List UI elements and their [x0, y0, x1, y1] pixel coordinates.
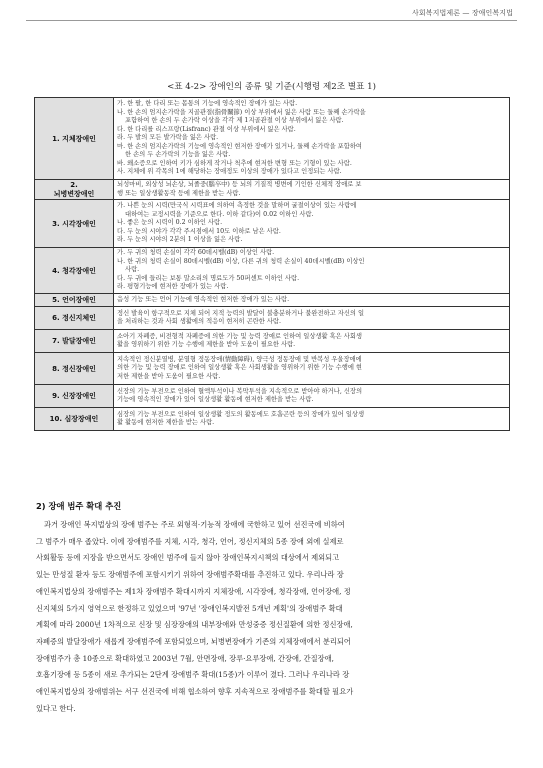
row-category: 3. 시각장애인 [35, 200, 114, 248]
section-heading: 2) 장애 범주 확대 추진 [36, 501, 122, 511]
description-line: 기능에 영속적인 장애가 있어 일상생활 활동에 현저한 제한을 받는 사람. [117, 396, 314, 403]
description-line: 다. 두 귀에 들리는 보통 말소리의 명료도가 50퍼센트 이하인 사람. [117, 274, 300, 282]
table-title: <표 4-2> 장애인의 종류 및 기준(시행령 제2조 별표 1) [167, 82, 376, 92]
running-header: 사회복지법제론 — 장애인복지법 [412, 9, 513, 17]
table-body [35, 98, 510, 431]
description-line: 심장의 기능 부전으로 인하여 일상생활 정도의 활동에도 호흡곤란 등의 장애가 있어 일상생 [117, 410, 365, 418]
row-category: 4. 청각장애인 [35, 248, 114, 294]
row-category: 8. 정신장애인 [35, 353, 114, 385]
paragraph-line: 장애범주가 총 10종으로 확대하였고 2003년 7월, 안면장애, 장루·요루장애, 간장애, 간질장애, [36, 653, 334, 663]
description-line: 행 또는 일상생활동작 등에 제한을 받는 사람. [117, 189, 241, 197]
paragraph-line: 있는 만성질 환자 등도 장애범주에 포함시키기 위하여 장애범주확대를 추진하고 있다. 우리나라 장 [36, 570, 344, 580]
row-description [114, 98, 510, 180]
description-line: 마. 한 손의 엄지손가락의 기능에 영속적인 현저한 장애가 있거나, 둘째 손가락을 포함하여 [117, 142, 363, 150]
row-category: 1. 지체장애인 [35, 98, 114, 180]
table-row [35, 248, 510, 294]
table-row [35, 180, 510, 200]
row-category: 7. 발달장애인 [35, 330, 114, 353]
description-line: 가. 나쁜 눈의 시력(만국식 시력표에 의하여 측정한 것을 말하며 굴절이상이 있는 사람에 [117, 202, 357, 210]
description-line: 활을 영위하기 위한 기능 수행에 제한을 받아 도움이 필요한 사람. [117, 341, 296, 348]
description-line: 라. 평형기능에 현저한 장애가 있는 사람. [117, 283, 229, 291]
paragraph-line: 있다고 한다. [36, 703, 76, 713]
description-line: 을 처리하는 것과 사회 생활에의 적응이 현저히 곤란한 사람. [117, 318, 282, 325]
paragraph-line: 자폐증의 발달장애가 새롭게 장애범주에 포함되었으며, 뇌병변장애가 기존의 지체장애에서 분리되어 [36, 636, 351, 646]
description-line: 신장의 기능 부전으로 인하여 혈액투석이나 복막투석을 지속적으로 받아야 하거나, 신장의 [117, 387, 363, 395]
description-line: 다. 두 눈의 시야가 각각 주시점에서 10도 이하로 남은 사람. [117, 227, 281, 235]
description-line: 지속적인 정신분열병, 분열형 정동장애(情動障碍), 양극성 정동장애 및 반복성 우울장애에 [117, 355, 362, 363]
row-description [114, 200, 510, 248]
table-row [35, 408, 510, 431]
paragraph-line: 애인복지법상의 장애범주는 제1차 장애범주 확대시까지 지체장애, 시각장애, 청각장애, 언어장애, 정 [36, 586, 351, 596]
description-line: 대하여는 교정시력을 기준으로 한다. 이하 같다)이 0.02 이하인 사람. [117, 210, 314, 218]
paragraph-line: 사회활동 등에 지장을 받으면서도 장애인 범주에 들지 않아 장애인복지시책의 대상에서 제외되고 [36, 553, 340, 563]
table-row [35, 98, 510, 180]
description-line: 라. 두 눈의 시야의 2분의 1 이상을 잃은 사람. [117, 236, 243, 244]
description-line: 다. 한 다리를 리스프랑(Lisfranc) 관절 이상 부위에서 잃은 사람. [117, 125, 296, 133]
description-line: 가. 두 귀의 청력 손실이 각각 60데시벨(dB) 이상인 사람. [117, 249, 275, 257]
description-line: 포함하여 한 손의 두 손가락 이상을 각각 제 1지골관절 이상 부위에서 잃은 사람. [117, 117, 344, 125]
description-line: 바. 왜소증으로 인하여 키가 심하게 작거나 척추에 현저한 변형 또는 기형이 있는 사람. [117, 159, 352, 167]
description-line: 나. 좋은 눈의 시력이 0.2 이하인 사람. [117, 219, 223, 227]
row-description [114, 330, 510, 353]
description-line: 나. 한 손의 엄지손가락을 지골관절(指骨關節) 이상 부위에서 잃은 사람 또는 둘째 손가락을 [117, 108, 366, 116]
row-category: 9. 신장장애인 [35, 385, 114, 408]
row-category: 10. 심장장애인 [35, 408, 114, 431]
body-paragraph [36, 517, 511, 717]
disability-kinds-table [34, 97, 510, 431]
row-category: 2. 뇌병변장애인 [35, 180, 114, 200]
table-row [35, 294, 510, 307]
description-line: 의한 기능 및 능력 장애로 인하여 일상생활 혹은 사회생활을 영위하기 위한 기능 수행에 현 [117, 364, 363, 372]
table-row [35, 385, 510, 408]
table-row [35, 353, 510, 385]
row-description [114, 353, 510, 385]
row-description [114, 248, 510, 294]
description-line: 정신 발육이 항구적으로 지체 되어 지적 능력의 발달이 불충분하거나 불완전하고 자신의 일 [117, 309, 365, 317]
table-row [35, 200, 510, 248]
paragraph-line: 신지체의 5가지 영역으로 한정하고 있었으며 '97년 '장애인복지발전 5개년 계획'의 장애범주 확대 [36, 603, 343, 613]
paragraph-line: 애인복지법상의 장애범위는 서구 선진국에 비해 협소하여 향후 지속적으로 장애범주를 확대할 필요가 [36, 687, 354, 697]
description-line: 사람. [117, 266, 140, 274]
row-description [114, 180, 510, 200]
description-line: 활 활동에 현저한 제한을 받는 사람. [117, 419, 215, 426]
paragraph-line: 계획에 따라 2000년 1차적으로 신장 및 심장장애의 내부장애와 만성중증 정신질환에 의한 정신장애, [36, 620, 353, 630]
row-category: 6. 정신지체인 [35, 307, 114, 330]
description-line: 사. 지체에 위 각목의 1에 해당하는 장애정도 이상의 장애가 있다고 인정되는 사람. [117, 168, 342, 176]
description-line: 나. 한 귀의 청력 손실이 80데시벨(dB) 이상, 다른 귀의 청력 손실이 40데시벨(dB) 이상인 [117, 257, 365, 265]
header-rule [26, 20, 517, 21]
row-description [114, 307, 510, 330]
row-description [114, 408, 510, 431]
row-description [114, 294, 510, 307]
description-line: 라. 두 발의 모든 발가락을 잃은 사람. [117, 134, 219, 142]
table-row [35, 330, 510, 353]
row-category: 5. 언어장애인 [35, 294, 114, 307]
table-row [35, 307, 510, 330]
paragraph-line: 호흡기장애 등 5종이 새로 추가되는 2단계 장애범주 확대(15종)가 이루어 졌다. 그러나 우리나라 장 [36, 670, 350, 680]
description-line: 저한 제한을 받아 도움이 필요한 사람. [117, 372, 221, 380]
description-line: 가. 한 팔, 한 다리 또는 몸통의 기능에 영속적인 장애가 있는 사람. [117, 100, 298, 108]
row-description [114, 385, 510, 408]
description-line: 음성 기능 또는 언어 기능에 영속적인 현저한 장애가 있는 사람. [117, 295, 290, 303]
paragraph-line: 그 범주가 매우 좁았다. 이에 장애범주를 지체, 시각, 청각, 언어, 정신지체의 5종 장애 외에 실제로 [36, 536, 344, 546]
description-line: 뇌성마비, 외상성 뇌손상, 뇌졸중(腦卒中) 등 뇌의 기질적 병변에 기인한 신체적 장애로 보 [117, 181, 362, 188]
description-line: 소아기 자폐증, 비전형적 자폐증에 의한 기능 및 능력 장애로 인하여 일상생활 혹은 사회생 [117, 332, 363, 340]
description-line: 한 손의 두 손가락의 기능을 잃은 사람. [117, 151, 231, 159]
paragraph-line: 과거 장애인 복지법상의 장애 범주는 주로 외형적·기능적 장애에 국한하고 있어 선진국에 비하여 [44, 520, 345, 529]
